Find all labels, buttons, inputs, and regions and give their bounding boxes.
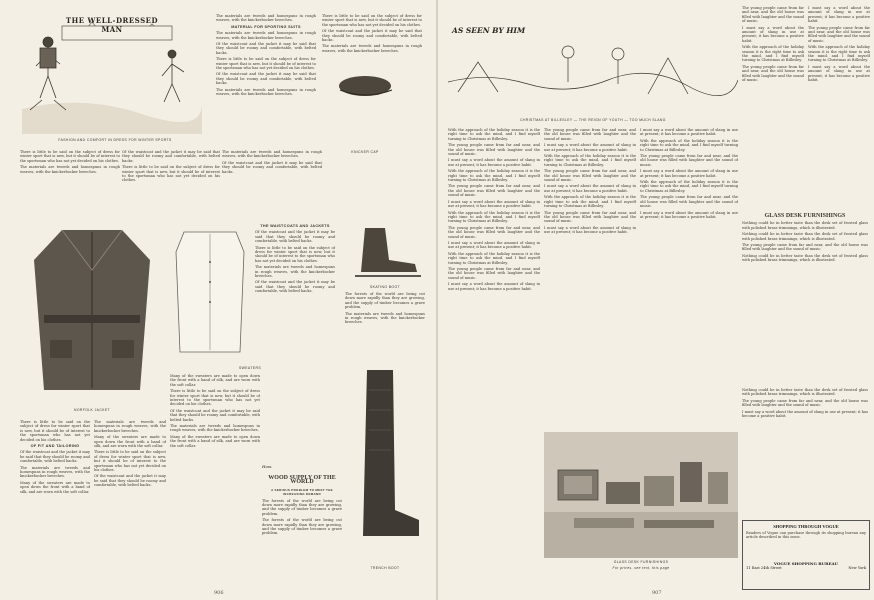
glass-desk-photo: [544, 432, 738, 558]
section-head-material: MATERIAL FOR SPORTING SUITS: [231, 24, 301, 29]
glass-desk-subcaption: For prices, see text, this page: [612, 566, 670, 570]
text-column-glass-2: Nothing could be in better taste than the desk set of frosted glass with polished brass trimmings, which is illustrated. The young people came from far and near, and the old house was filled with laughter and the sound of music. I must say a word about the amount of slang in use at present; it has become a positive habit.: [742, 388, 868, 419]
norfolk-caption: NORFOLK JACKET: [74, 408, 110, 412]
text-column-r1: The young people came from far and near, and the old house was filled with laughter and the sound of music. I must say a word about the amount of slang in use at present; it has become a positive habit. With the approach of the holiday season it is the right time to ask the mind, and I find myself turning to Christmas at Billesley. The young people came from far and near, and the old house was filled with laughter and the sound of music.: [742, 6, 804, 83]
trench-boot-illustration: [345, 360, 425, 560]
text-column-intro-2: Of the waistcoat and the jacket it may be said that they should be roomy and comfortable, with belted backs. There is little to be said on the subject of dress for winter sport that is new, but it should be of interest to the sportsman who has not yet decided on his clothes.: [122, 150, 220, 183]
left-folio: 906: [214, 590, 224, 596]
text-column-intro: There is little to be said on the subject of dress for winter sport that is new, but it should be of interest to the sportsman who has not yet decided on his clothes. The materials are tweeds and homespuns in rough weaves, with the knickerbocker breeches.: [20, 150, 120, 174]
shopping-address-row: [746, 566, 866, 570]
as-seen-by-him-banner: [448, 22, 738, 112]
glass-desk-article: GLASS DESK FURNISHINGS Nothing could be in better taste than the desk set of frosted glass with polished brass trimmings, which is illustrated. Nothing could be in better taste than the desk set of frosted glass with polished brass trimmings, which is illustrated. The young people came from far and near, and the old house was filled with laughter and the sound of music. Nothing could be in better taste than the desk set of frosted glass with polished brass trimmings, which is illustrated.: [742, 213, 868, 263]
shirt-illustration: [170, 222, 250, 362]
right-page: [438, 0, 874, 600]
text-column-billesley-2: The young people came from far and near, and the old house was filled with laughter and the sound of music. I must say a word about the amount of slang in use at present; it has become a positive habit. With the approach of the holiday season it is the right time to ask the mind, and I find myself turning to Christmas at Billesley. The young people came from far and near, and the old house was filled with laughter and the sound of music. I must say a word about the amount of slang in use at present; it has become a positive habit. With the approach of the holiday season it is the right time to ask the mind, and I find myself turning to Christmas at Billesley. The young people came from far and near, and the old house was filled with laughter and the sound of music. I must say a word about the amount of slang in use at present; it has become a positive habit.: [544, 128, 636, 235]
right-banner-caption: CHRISTMAS AT BILLESLEY — THE REIGN OF YOUTH — TOO MUCH SLANG: [520, 118, 666, 122]
text-column-billesley-3: I must say a word about the amount of slang in use at present; it has become a positive habit. With the approach of the holiday season it is the right time to ask the mind, and I find myself turning to Christmas at Billesley. The young people came from far and near, and the old house was filled with laughter and the sound of music. I must say a word about the amount of slang in use at present; it has become a positive habit. With the approach of the holiday season it is the right time to ask the mind, and I find myself turning to Christmas at Billesley. The young people came from far and near, and the old house was filled with laughter and the sound of music. I must say a word about the amount of slang in use at present; it has become a positive habit.: [640, 128, 738, 219]
right-banner-title: AS SEEN BY HIM: [452, 26, 526, 35]
banner-caption: FASHION AND COMFORT IN DRESS FOR WINTER SPORTS: [58, 138, 172, 142]
wood-supply-article: WOOD SUPPLY OF THE WORLD A SERIOUS PROBLEM TO MEET THE INCREASING DEMAND The forests of the world are being cut down more rapidly than they are growing, and the supply of timber becomes a grave problem. The forests of the world are being cut down more rapidly than they are growing, and the supply of timber becomes a grave problem.: [262, 475, 342, 536]
section-head-fit: OF FIT AND TAILORING: [30, 444, 80, 449]
cap-caption: KNICKER CAP: [351, 150, 379, 154]
norfolk-jacket-illustration: [22, 220, 162, 400]
text-column-top-right: There is little to be said on the subject of dress for winter sport that is new, but it should be of interest to the sportsman who has not yet decided on his clothes. Of the waistcoat and the jacket it may be said that they should be roomy and comfortable, with belted backs. The materials are tweeds and homespuns in rough weaves, with the knickerbocker breeches.: [322, 14, 422, 53]
shopping-address-label: VOGUE SHOPPING BUREAU: [773, 561, 839, 566]
skating-boot-illustration: [345, 222, 425, 282]
signoff: How.: [262, 464, 273, 469]
text-column-billesley-1: With the approach of the holiday season it is the right time to ask the mind, and I find myself turning to Christmas at Billesley. The young people came from far and near, and the old house was filled with laughter and the sound of music. I must say a word about the amount of slang in use at present; it has become a positive habit. With the approach of the holiday season it is the right time to ask the mind, and I find myself turning to Christmas at Billesley. The young people came from far and near, and the old house was filled with laughter and the sound of music. I must say a word about the amount of slang in use at present; it has become a positive habit. With the approach of the holiday season it is the right time to ask the mind, and I find myself turning to Christmas at Billesley. The young people came from far and near, and the old house was filled with laughter and the sound of music. I must say a word about the amount of slang in use at present; it has become a positive habit. With the approach of the holiday season it is the right time to ask the mind, and I find myself turning to Christmas at Billesley. The young people came from far and near, and the old house was filled with laughter and the sound of music. I must say a word about the amount of slang in use at present; it has become a positive habit.: [448, 128, 540, 291]
text-column-top-middle: The materials are tweeds and homespuns in rough weaves, with the knickerbocker breeches. MATERIAL FOR SPORTING SUITS The materials are tweeds and homespuns in rough weaves, with the knickerbocker breeches. Of the waistcoat and the jacket it may be said that they should be roomy and comfortable, with belted backs. There is little to be said on the subject of dress for winter sport that is new, but it should be of interest to the sportsman who has not yet decided on his clothes. Of the waistcoat and the jacket it may be said that they should be roomy and comfortable, with belted backs. The materials are tweeds and homespuns in rough weaves, with the knickerbocker breeches.: [216, 14, 316, 97]
glass-desk-caption: GLASS DESK FURNISHINGS: [613, 560, 669, 564]
text-column-sweaters: Many of the sweaters are made to open down the front with a band of silk, and are worn with the soft collar. There is little to be said on the subject of dress for winter sport that is new, but it should be of interest to the sportsman who has not yet decided on his clothes. Of the waistcoat and the jacket it may be said that they should be roomy and comfortable, with belted backs. The materials are tweeds and homespuns in rough weaves, with the knickerbocker breeches. Many of the sweaters are made to open down the front with a band of silk, and are worn with the soft collar.: [170, 374, 260, 448]
glass-desk-head: GLASS DESK FURNISHINGS: [764, 213, 846, 219]
trench-boot-caption: TRENCH BOOT: [370, 566, 400, 570]
sweaters-caption: SWEATERS: [239, 366, 261, 370]
text-column-intro-3: The materials are tweeds and homespuns in rough weaves, with the knickerbocker breeches. Of the waistcoat and the jacket it may be said that they should be roomy and comfortable, with belted backs.: [222, 150, 322, 174]
right-folio: 907: [652, 590, 662, 596]
section-head-waistcoats: THE WAISTCOATS AND JACKETS: [260, 224, 330, 228]
shopping-city: New York: [848, 566, 866, 570]
text-column-fit-2: The materials are tweeds and homespuns in rough weaves, with the knickerbocker breeches. Many of the sweaters are made to open down the front with a band of silk, and are worn with the soft collar. There is little to be said on the subject of dress for winter sport that is new, but it should be of interest to the sportsman who has not yet decided on his clothes. Of the waistcoat and the jacket it may be said that they should be roomy and comfortable, with belted backs.: [94, 420, 166, 488]
skating-boot-caption: SKATING BOOT: [370, 285, 400, 289]
knicker-cap-illustration: [330, 70, 400, 100]
banner-title: THE WELL-DRESSED MAN: [65, 16, 159, 34]
text-column-r2: I must say a word about the amount of slang in use at present; it has become a positive habit. The young people came from far and near, and the old house was filled with laughter and the sound of music. With the approach of the holiday season it is the right time to ask the mind, and I find myself turning to Christmas at Billesley. I must say a word about the amount of slang in use at present; it has become a positive habit.: [808, 6, 870, 83]
shopping-title: SHOPPING THROUGH VOGUE: [773, 524, 839, 529]
text-column-skating: The forests of the world are being cut down more rapidly than they are growing, and the supply of timber becomes a grave problem. The materials are tweeds and homespuns in rough weaves, with the knickerbocker breeches.: [345, 292, 425, 325]
shopping-box: [742, 520, 870, 590]
shopping-body: Readers of Vogue can purchase through its shopping bureau any article described in this issue.: [746, 531, 866, 540]
wood-title: WOOD SUPPLY OF THE WORLD: [268, 475, 336, 486]
text-column-waistcoats: THE WAISTCOATS AND JACKETS Of the waistcoat and the jacket it may be said that they should be roomy and comfortable, with belted backs. There is little to be said on the subject of dress for winter sport that is new, but it should be of interest to the sportsman who has not yet decided on his clothes. The materials are tweeds and homespuns in rough weaves, with the knickerbocker breeches. Of the waistcoat and the jacket it may be said that they should be roomy and comfortable, with belted backs.: [255, 224, 335, 294]
shopping-address: 11 East 24th Street: [746, 566, 782, 570]
text-column-fit: There is little to be said on the subject of dress for winter sport that is new, but it should be of interest to the sportsman who has not yet decided on his clothes. OF FIT AND TAILORING Of the waistcoat and the jacket it may be said that they should be roomy and comfortable, with belted backs. The materials are tweeds and homespuns in rough weaves, with the knickerbocker breeches. Many of the sweaters are made to open down the front with a band of silk, and are worn with the soft collar.: [20, 420, 90, 494]
wood-subtitle: A SERIOUS PROBLEM TO MEET THE INCREASING DEMAND: [271, 487, 333, 497]
